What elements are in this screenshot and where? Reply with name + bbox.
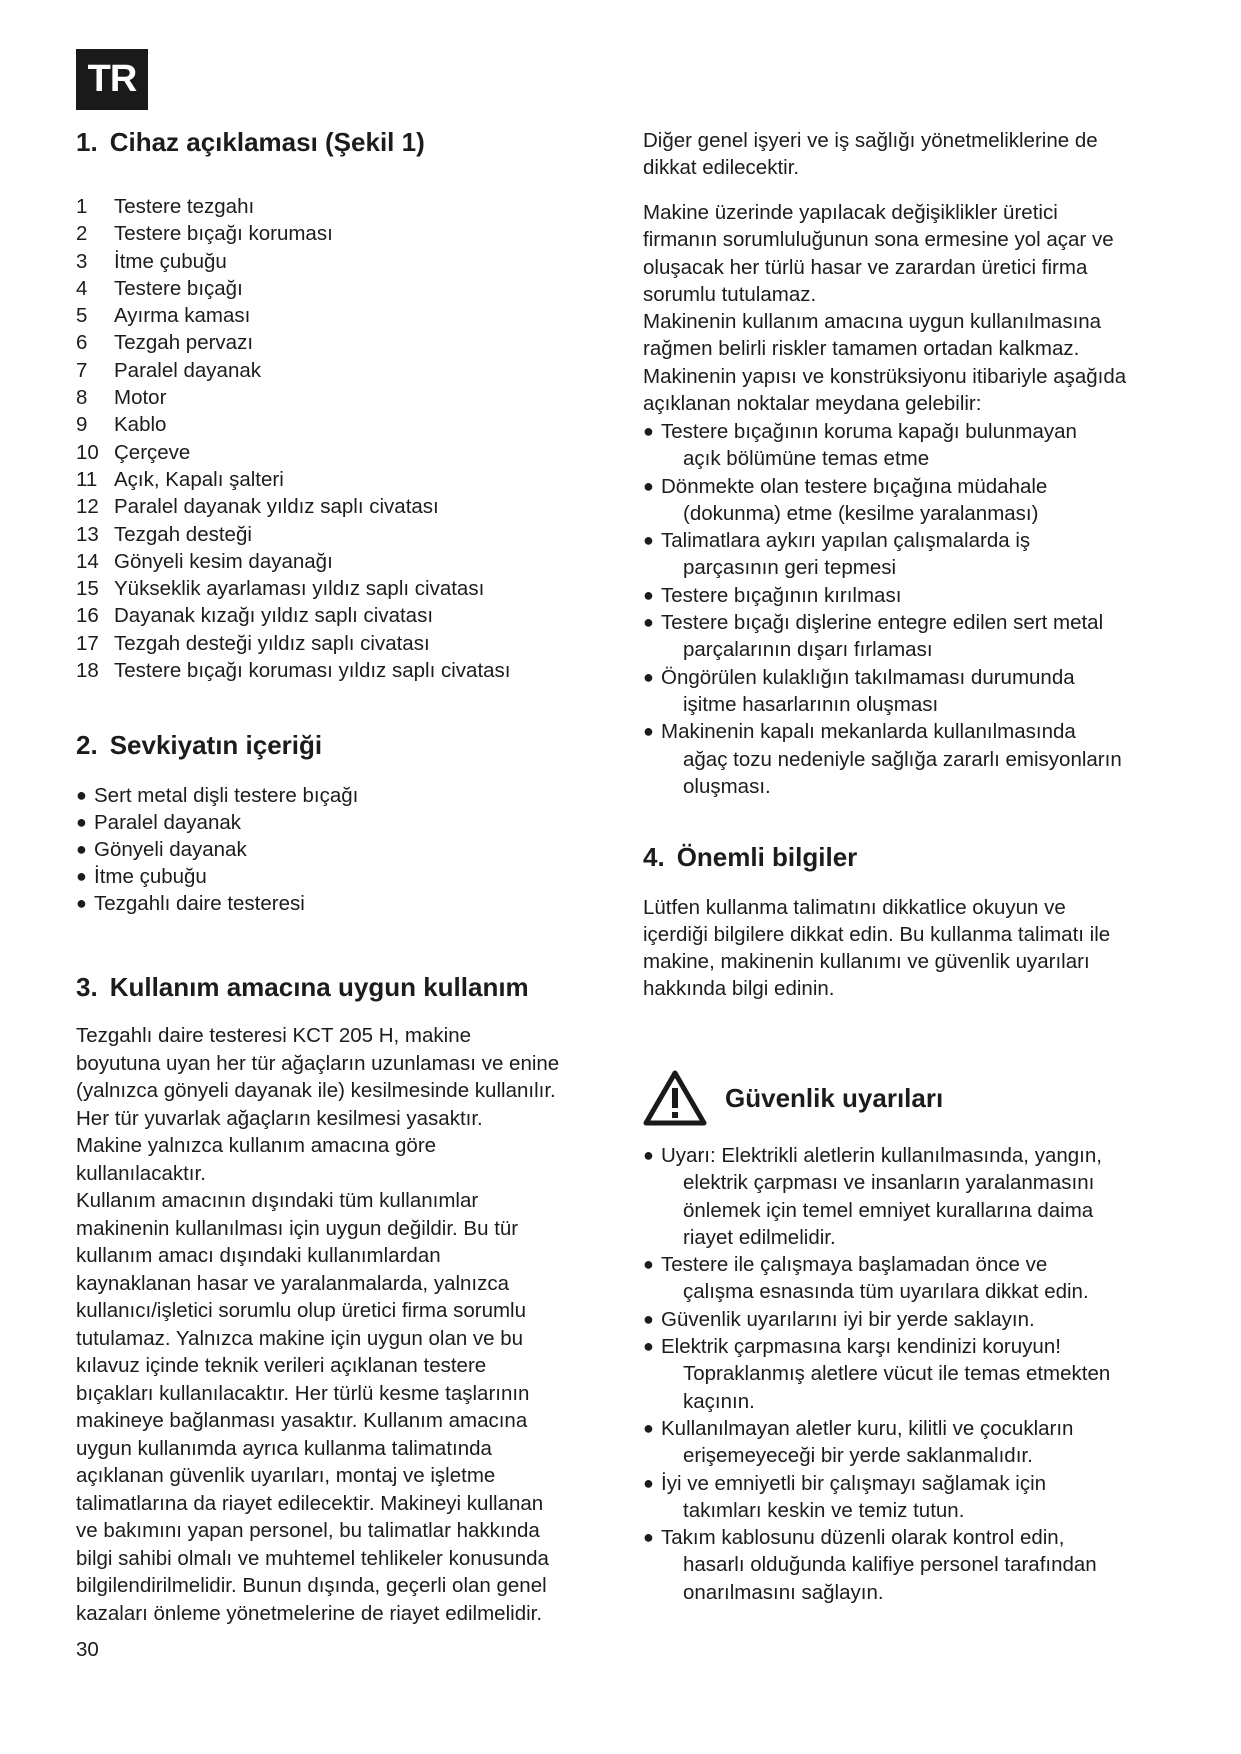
list-item: ● Kullanılmayan aletler kuru, kilitli ve çocukların erişemeyeceği bir yerde saklanmalıdır. bbox=[643, 1416, 1074, 1468]
modifications-paragraph: Makine üzerinde yapılacak değişiklikler üretici firmanın sorumluluğunun sona ermesine yol açar ve oluşacak her türlü hasar ve zarardan üretici firma sorumlu tutulamaz. Makinenin kullanım amacına uygun kullanılmasına rağmen belirli riskler tamamen ortadan kalkmaz. Makinenin yapısı ve konstrüksiyonu itibariyle aşağıda açıklanan noktalar meydana gelebilir: bbox=[643, 201, 1127, 416]
list-item: 17 Tezgah desteği yıldız saplı civatası bbox=[76, 631, 430, 655]
list-item: ● Talimatlara aykırı yapılan çalışmalarda iş parçasının geri tepmesi bbox=[643, 529, 1031, 580]
list-item: 16 Dayanak kızağı yıldız saplı civatası bbox=[76, 604, 434, 628]
delivery-list bbox=[76, 782, 358, 917]
safety-list bbox=[643, 1142, 1110, 1606]
list-item: ● Tezgahlı daire testeresi bbox=[76, 892, 305, 915]
list-item: ● Uyarı: Elektrikli aletlerin kullanılmasında, yangın, elektrik çarpması ve insanların yaralanmasını önlemek için temel emniyet kurallarına daima riayet edilmelidir. bbox=[643, 1144, 1102, 1249]
list-item: 7 Paralel dayanak bbox=[76, 358, 262, 382]
list-item: ● Dönmekte olan testere bıçağına müdahale (dokunma) etme (kesilme yaralanması) bbox=[643, 474, 1048, 525]
section-3-heading bbox=[76, 972, 529, 1003]
list-item: ● Makinenin kapalı mekanlarda kullanılmasında ağaç tozu nedeniyle sağlığa zararlı emisyonların oluşması. bbox=[643, 720, 1122, 798]
list-item: 15 Yükseklik ayarlaması yıldız saplı civatası bbox=[76, 577, 485, 601]
list-item: ● Sert metal dişli testere bıçağı bbox=[76, 784, 359, 807]
important-info-paragraph: Lütfen kullanma talimatını dikkatlice okuyun ve içerdiği bilgilere dikkat edin. Bu kullanma talimatı ile makine, makinenin kullanımı ve güvenlik uyarıları hakkında bilgi edinin. bbox=[643, 896, 1111, 1000]
section-1-heading bbox=[76, 127, 425, 158]
list-item: ● İyi ve emniyetli bir çalışmayı sağlamak için takımları keskin ve temiz tutun. bbox=[643, 1471, 1047, 1522]
list-item: 11 Açık, Kapalı şalteri bbox=[76, 467, 284, 491]
list-item: 12 Paralel dayanak yıldız saplı civatası bbox=[76, 495, 439, 519]
list-item: ● Testere ile çalışmaya başlamadan önce ve çalışma esnasında tüm uyarılara dikkat edin. bbox=[643, 1253, 1089, 1304]
list-item: ● Testere bıçağı dişlerine entegre edilen sert metal parçalarının dışarı fırlaması bbox=[643, 611, 1104, 662]
section-number: 1. bbox=[76, 127, 98, 157]
list-item: 3 İtme çubuğu bbox=[76, 249, 227, 273]
list-item: 5 Ayırma kaması bbox=[76, 304, 251, 328]
section-number: 3. bbox=[76, 972, 98, 1002]
section-title: Sevkiyatın içeriği bbox=[109, 730, 323, 760]
section-2-heading bbox=[76, 730, 322, 761]
list-item: 4 Testere bıçağı bbox=[76, 276, 243, 300]
section-title: Kullanım amacına uygun kullanım bbox=[109, 972, 529, 1002]
parts-list bbox=[76, 193, 511, 684]
list-item: 14 Gönyeli kesim dayanağı bbox=[76, 549, 333, 573]
section-title: Önemli bilgiler bbox=[676, 842, 858, 872]
section-title: Cihaz açıklaması (Şekil 1) bbox=[109, 127, 425, 157]
list-item: ● Testere bıçağının koruma kapağı bulunmayan açık bölümüne temas etme bbox=[643, 420, 1077, 471]
list-item: ● Gönyeli dayanak bbox=[76, 838, 247, 861]
warning-triangle-icon bbox=[643, 1070, 707, 1126]
list-item: 1 Testere tezgahı bbox=[76, 195, 255, 218]
list-item: 6 Tezgah pervazı bbox=[76, 331, 254, 355]
page-number: 30 bbox=[76, 1638, 99, 1661]
list-item: 13 Tezgah desteği bbox=[76, 522, 252, 546]
intro-paragraph: Diğer genel işyeri ve iş sağlığı yönetmeliklerine de dikkat edilecektir. bbox=[643, 129, 1098, 179]
list-item: ● Paralel dayanak bbox=[76, 811, 242, 834]
list-item: 2 Testere bıçağı koruması bbox=[76, 222, 333, 246]
list-item: ● Elektrik çarpmasına karşı kendinizi koruyun! Topraklanmış aletlere vücut ile temas etmekten kaçının. bbox=[643, 1335, 1111, 1413]
section-number: 4. bbox=[643, 842, 665, 872]
list-item: 10 Çerçeve bbox=[76, 440, 191, 464]
safety-heading bbox=[643, 1070, 943, 1126]
list-item: ● Öngörülen kulaklığın takılmaması durumunda işitme hasarlarının oluşması bbox=[643, 665, 1075, 716]
list-item: ● Güvenlik uyarılarını iyi bir yerde saklayın. bbox=[643, 1307, 1035, 1331]
list-item: ● Takım kablosunu düzenli olarak kontrol edin, hasarlı olduğunda kalifiye personel tarafından onarılmasını sağlayın. bbox=[643, 1526, 1097, 1604]
language-badge: TR bbox=[76, 49, 148, 110]
risk-list bbox=[643, 418, 1122, 800]
section-4-heading bbox=[643, 842, 857, 873]
list-item: 8 Motor bbox=[76, 386, 167, 410]
section-title: Güvenlik uyarıları bbox=[725, 1082, 944, 1113]
list-item: ● Testere bıçağının kırılması bbox=[643, 583, 902, 607]
section-number: 2. bbox=[76, 730, 98, 760]
intended-use-paragraph: Tezgahlı daire testeresi KCT 205 H, makine boyutuna uyan her tür ağaçların uzunlaması ve enine (yalnızca gönyeli dayanak ile) kesilmesinde kullanılır. Her tür yuvarlak ağaçların kesilmesi yasaktır. Makine yalnızca kullanım amacına göre kullanılacaktır. Kullanım amacının dışındaki tüm kullanımlar makinenin kullanılması için uygun değildir. Bu tür kullanım amacı dışındaki kullanımlardan kaynaklanan hasar ve yaralanmalarda, yalnızca kullanıcı/işletici sorumlu olup üretici firma sorumlu tutulamaz. Yalnızca makine için uygun olan ve bu kılavuz içinde teknik verileri açıklanan testere bıçakları kullanılacaktır. Her türlü kesme taşlarının makineye bağlanması yasaktır. Kullanım amacına uygun kullanımda ayrıca kullanma talimatında açıklanan güvenlik uyarıları, montaj ve işletme talimatlarına da riayet edilecektir. Makineyi kullanan ve bakımını yapan personel, bu talimatlar hakkında bilgi sahibi olmalı ve muhtemel tehlikeler konusunda bilgilendirilmelidir. Bunun dışında, geçerli olan genel kazaları önleme yönetmelerine de riayet edilmelidir. bbox=[76, 1024, 560, 1625]
list-item: ● İtme çubuğu bbox=[76, 865, 207, 888]
list-item: 9 Kablo bbox=[76, 413, 167, 437]
list-item: 18 Testere bıçağı koruması yıldız saplı civatası bbox=[76, 659, 511, 683]
